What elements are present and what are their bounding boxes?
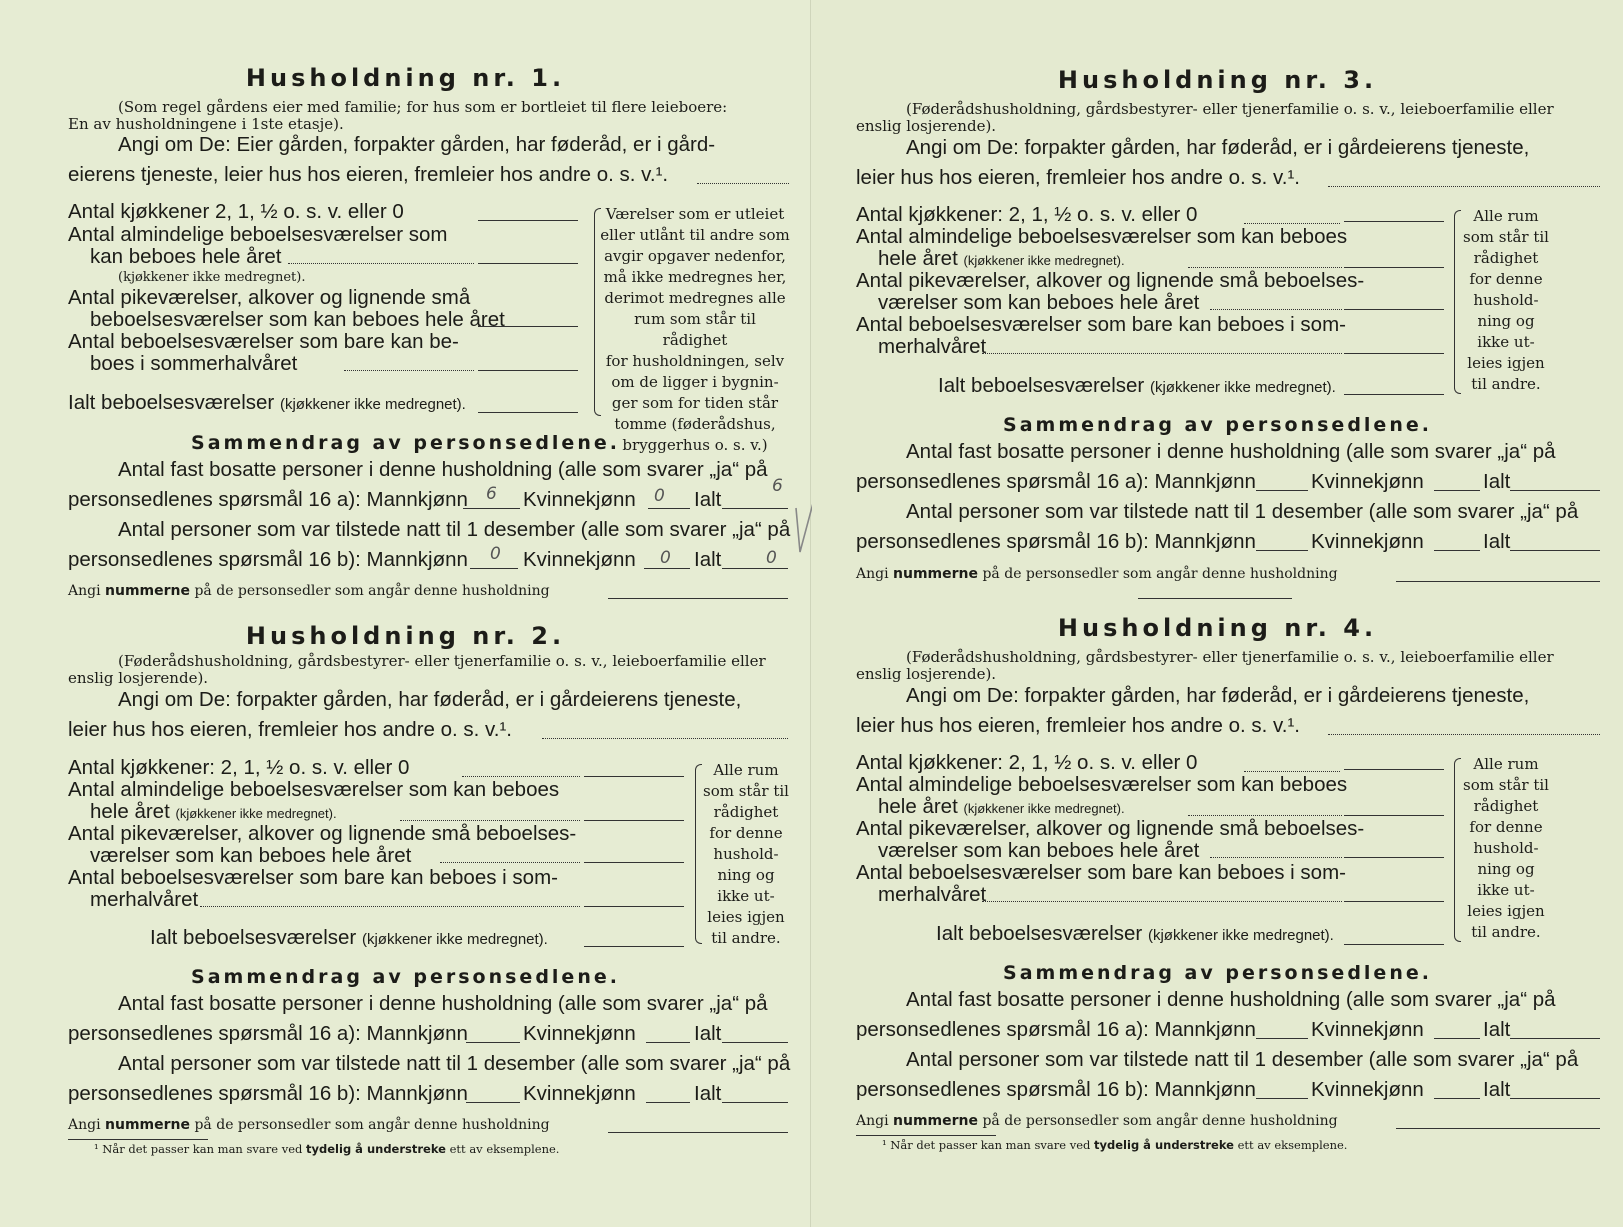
household-4-almindelige-dots: [1188, 815, 1342, 816]
household-4-sommer-dots: [982, 901, 1342, 902]
household-3-ialt-label: [938, 374, 1336, 398]
household-2-pike-label: Antal pikeværelser, alkover og lignende små beboelses-: [68, 822, 577, 845]
side-note-line: ning og: [717, 866, 775, 884]
household-3-ialt-label-main: Ialt beboelsesværelser: [938, 374, 1145, 397]
household-3-sommer-label-2: merhalvåret: [878, 335, 987, 358]
side-note-line: Alle rum: [1473, 755, 1539, 773]
household-1-angi-line2: eierens tjeneste, leier hus hos eieren, fremleier hos andre o. s. v.¹.: [68, 163, 669, 186]
household-3-til-kvinne-label: Kvinnekjønn: [1311, 530, 1424, 553]
household-3-kjokkener-dots: [1244, 223, 1340, 224]
household-4-til-kvinne-label: Kvinnekjønn: [1311, 1078, 1424, 1101]
household-1-til-ialt-field[interactable]: [722, 568, 788, 569]
side-note-line: leies igjen: [1467, 354, 1545, 372]
household-4-til-mann-label: personsedlenes spørsmål 16 b): Mannkjønn: [856, 1078, 1256, 1101]
household-2-til-ialt-field[interactable]: [722, 1102, 788, 1103]
household-3-kjokkener-field[interactable]: [1344, 221, 1444, 222]
footnote: [882, 1138, 1347, 1152]
household-4-almindelige-field[interactable]: [1344, 815, 1444, 816]
household-1-ialt-label: [68, 391, 466, 415]
household-1-pike-field[interactable]: [478, 326, 578, 327]
household-1-sommer-label: Antal beboelsesværelser som bare kan be-: [68, 330, 459, 353]
household-1-ialt-label-main: Ialt beboelsesværelser: [68, 391, 275, 414]
footnote-text-a: Når det passer kan man svare ved: [102, 1142, 303, 1156]
footnote-text-c: ett av eksemplene.: [1237, 1138, 1348, 1152]
household-3-pike-label: Antal pikeværelser, alkover og lignende små beboelses-: [856, 269, 1365, 292]
household-4-fast-kvinne-field[interactable]: [1434, 1038, 1480, 1039]
household-3-almindelige-field[interactable]: [1344, 267, 1444, 268]
household-4-til-ialt-field[interactable]: [1510, 1098, 1600, 1099]
household-1-note-line1: (Som regel gårdens eier med familie; for hus som er bortleiet til flere leieboere:: [118, 98, 728, 116]
household-3-pike-field[interactable]: [1344, 309, 1444, 310]
almindelige-hele: hele året: [878, 795, 958, 818]
household-4-kjokkener-dots: [1244, 771, 1340, 772]
household-1-fast-kvinne-value: 0: [654, 486, 665, 506]
household-1-almindelige-label-2: kan beboes hele året: [90, 245, 282, 268]
nummerne-angi: Angi: [68, 1117, 101, 1133]
household-3-til-kvinne-field[interactable]: [1434, 550, 1480, 551]
household-1-almindelige-note: (kjøkkener ikke medregnet).: [118, 270, 306, 285]
household-3-side-note: [1460, 206, 1552, 395]
household-1-ialt-label-note: (kjøkkener ikke medregnet).: [279, 396, 466, 413]
household-4-ialt-label: [936, 922, 1334, 946]
household-2-fast-mann-label: personsedlenes spørsmål 16 a): Mannkjønn: [68, 1022, 468, 1045]
household-1-kjokkener-field[interactable]: [478, 220, 578, 221]
side-note-line: for denne: [709, 824, 783, 842]
almindelige-hele: hele året: [878, 247, 958, 270]
household-1-fast-kvinne-label: Kvinnekjønn: [523, 488, 636, 511]
household-3-title: Husholdning nr. 3.: [1057, 66, 1378, 94]
household-2-almindelige-field[interactable]: [584, 820, 684, 821]
footnote-text-a: Når det passer kan man svare ved: [890, 1138, 1091, 1152]
household-4-til-mann-field[interactable]: [1256, 1098, 1308, 1099]
household-3-fast-kvinne-field[interactable]: [1434, 490, 1480, 491]
household-4-fast-kvinne-label: Kvinnekjønn: [1311, 1018, 1424, 1041]
household-2-note-line2: enslig losjerende).: [68, 669, 209, 687]
household-2-fast-kvinne-label: Kvinnekjønn: [523, 1022, 636, 1045]
household-3-ialt-field[interactable]: [1344, 394, 1444, 395]
household-1-fast-mann-value: 6: [486, 484, 497, 504]
household-2-pike-field[interactable]: [584, 862, 684, 863]
household-1-nummerne-label: [68, 583, 550, 599]
side-note-line: hushold-: [1473, 839, 1539, 857]
household-1-fast-ialt-value: 6: [772, 476, 783, 496]
household-2-til-mann-label: personsedlenes spørsmål 16 b): Mannkjønn: [68, 1082, 468, 1105]
household-1-til-kvinne-field[interactable]: [644, 568, 690, 569]
household-3-til-mann-label: personsedlenes spørsmål 16 b): Mannkjønn: [856, 530, 1256, 553]
household-3-til-mann-field[interactable]: [1256, 550, 1308, 551]
footnote-text-c: ett av eksemplene.: [449, 1142, 560, 1156]
household-2-almindelige-label: Antal almindelige beboelsesværelser som kan beboes: [68, 778, 560, 801]
almindelige-note: (kjøkkener ikke medregnet).: [175, 806, 337, 821]
household-1-fast-line1: Antal fast bosatte personer i denne husholdning (alle som svarer „ja“ på: [118, 458, 768, 481]
side-note-line: som står til: [1463, 776, 1549, 794]
household-2-til-kvinne-field[interactable]: [646, 1102, 690, 1103]
almindelige-hele: hele året: [90, 800, 170, 823]
household-2-sommer-dots: [200, 906, 580, 907]
household-1-fast-ialt-field[interactable]: [722, 508, 788, 509]
side-note-line: ikke ut-: [717, 887, 775, 905]
side-note-line: rådighet: [1473, 249, 1539, 267]
household-4-fast-line1: Antal fast bosatte personer i denne husholdning (alle som svarer „ja“ på: [906, 988, 1556, 1011]
household-3-angi-line1: Angi om De: forpakter gården, har føderåd, er i gårdeierens tjeneste,: [906, 136, 1530, 159]
household-3-note-line2: enslig losjerende).: [856, 117, 997, 135]
household-4-pike-label: Antal pikeværelser, alkover og lignende små beboelses-: [856, 817, 1365, 840]
household-3-fast-line1: Antal fast bosatte personer i denne husholdning (alle som svarer „ja“ på: [906, 440, 1556, 463]
household-1-ialt-field[interactable]: [478, 412, 578, 413]
household-4-til-kvinne-field[interactable]: [1434, 1098, 1480, 1099]
side-note-line: ning og: [1477, 312, 1535, 330]
footnote-text-b: tydelig å understreke: [306, 1142, 446, 1156]
household-1-summary-title: Sammendrag av personsedlene.: [191, 432, 620, 454]
household-1-sommer-label-2: boes i sommerhalvåret: [90, 352, 298, 375]
household-2-almindelige-dots: [400, 820, 580, 821]
nummerne-word: nummerne: [105, 583, 191, 599]
household-1-til-kvinne-label: Kvinnekjønn: [523, 548, 636, 571]
side-note-line: rådighet: [1473, 797, 1539, 815]
household-1-pike-label-2: beboelsesværelser som kan beboes hele året: [90, 308, 505, 331]
household-1-title: Husholdning nr. 1.: [245, 64, 566, 92]
household-2-angi-field[interactable]: [542, 738, 788, 739]
household-4-ialt-field[interactable]: [1344, 944, 1444, 945]
side-note-line: til andre.: [1471, 923, 1541, 941]
nummerne-word: nummerne: [105, 1117, 191, 1133]
side-note-line: leies igjen: [1467, 902, 1545, 920]
household-1-sommer-field[interactable]: [478, 370, 578, 371]
household-2-til-line1: Antal personer som var tilstede natt til 1 desember (alle som svarer „ja“ på: [118, 1052, 791, 1075]
household-1-til-line1: Antal personer som var tilstede natt til 1 desember (alle som svarer „ja“ på: [118, 518, 791, 541]
household-4-fast-mann-label: personsedlenes spørsmål 16 a): Mannkjønn: [856, 1018, 1256, 1041]
side-note-line: for husholdningen, selv: [605, 352, 785, 370]
household-3-kjokkener-label: Antal kjøkkener: 2, 1, ½ o. s. v. eller 0: [856, 203, 1198, 226]
side-note-line: til andre.: [1471, 375, 1541, 393]
side-note-line: for denne: [1469, 270, 1543, 288]
footnote-mark: ¹: [94, 1142, 99, 1156]
side-note-line: eller utlånt til andre som: [600, 226, 790, 244]
footnote-text-b: tydelig å understreke: [1094, 1138, 1234, 1152]
household-1-kjokkener-label: Antal kjøkkener 2, 1, ½ o. s. v. eller 0: [68, 200, 404, 223]
household-1-almindelige-field[interactable]: [478, 263, 578, 264]
household-3-fast-mann-field[interactable]: [1256, 490, 1308, 491]
side-note-line: om de ligger i bygnin-: [611, 373, 779, 391]
household-2-fast-ialt-label: Ialt: [694, 1022, 722, 1045]
household-2-sommer-field[interactable]: [584, 906, 684, 907]
household-2-fast-kvinne-field[interactable]: [646, 1042, 690, 1043]
household-1-til-mann-value: 0: [490, 544, 501, 564]
household-2-kjokkener-dots: [462, 776, 580, 777]
household-4-almindelige-label: Antal almindelige beboelsesværelser som kan beboes: [856, 773, 1348, 796]
household-2-angi-line1: Angi om De: forpakter gården, har føderåd, er i gårdeierens tjeneste,: [118, 688, 742, 711]
side-note-line: rådighet: [713, 803, 779, 821]
household-2-ialt-label-main: Ialt beboelsesværelser: [150, 926, 357, 949]
household-4-ialt-label-note: (kjøkkener ikke medregnet).: [1147, 927, 1334, 944]
household-3-almindelige-label: Antal almindelige beboelsesværelser som kan beboes: [856, 225, 1348, 248]
footnote: [94, 1142, 559, 1156]
footnote-mark: ¹: [882, 1138, 887, 1152]
household-2-nummerne-label: [68, 1117, 550, 1133]
household-3-fast-kvinne-label: Kvinnekjønn: [1311, 470, 1424, 493]
household-2-kjokkener-label: Antal kjøkkener: 2, 1, ½ o. s. v. eller 0: [68, 756, 410, 779]
household-4-sommer-field[interactable]: [1344, 901, 1444, 902]
household-1-note-line2: En av husholdningene i 1ste etasje).: [68, 115, 344, 133]
side-note-line: rum som står til rådighet: [634, 310, 756, 349]
nummerne-rest: på de personsedler som angår denne husholdning: [194, 583, 550, 599]
household-3-til-ialt-label: Ialt: [1483, 530, 1511, 553]
household-1-almindelige-dots: [288, 263, 474, 264]
household-4-summary-title: Sammendrag av personsedlene.: [1003, 962, 1432, 984]
household-4-sommer-label-2: merhalvåret: [878, 883, 987, 906]
side-note-line: derimot medregnes alle: [604, 289, 786, 307]
side-note-line: leies igjen: [707, 908, 785, 926]
household-3-sommer-dots: [982, 353, 1342, 354]
household-4-angi-line2: leier hus hos eieren, fremleier hos andre o. s. v.¹.: [856, 714, 1300, 737]
side-note-line: hushold-: [1473, 291, 1539, 309]
household-3-angi-field[interactable]: [1328, 186, 1600, 187]
household-1-angi-line1: Angi om De: Eier gården, forpakter gården, har føderåd, er i gård-: [118, 133, 716, 156]
side-note-line: tomme (føderådshus,: [614, 415, 776, 433]
nummerne-word: nummerne: [893, 1113, 979, 1129]
household-4-til-line1: Antal personer som var tilstede natt til 1 desember (alle som svarer „ja“ på: [906, 1048, 1579, 1071]
side-note-line: for denne: [1469, 818, 1543, 836]
household-3-fast-mann-label: personsedlenes spørsmål 16 a): Mannkjønn: [856, 470, 1256, 493]
household-4-fast-ialt-field[interactable]: [1510, 1038, 1600, 1039]
household-2-title: Husholdning nr. 2.: [245, 622, 566, 650]
household-1-nummerne-field[interactable]: [608, 598, 788, 599]
household-3-fast-ialt-field[interactable]: [1510, 490, 1600, 491]
household-1-fast-line2: [68, 488, 468, 512]
household-4-til-ialt-label: Ialt: [1483, 1078, 1511, 1101]
household-4-fast-ialt-label: Ialt: [1483, 1018, 1511, 1041]
household-1-fast-mann-label: personsedlenes spørsmål 16 a): Mannkjønn: [68, 488, 468, 511]
household-1-til-kvinne-value: 0: [660, 548, 671, 568]
household-1-til-ialt-value: 0: [766, 548, 777, 568]
side-note-line: Alle rum: [713, 761, 779, 779]
household-2-note-line1: (Føderådshusholdning, gårdsbestyrer- eller tjenerfamilie o. s. v., leieboerfamilie eller: [118, 652, 766, 670]
side-note-line: hushold-: [713, 845, 779, 863]
household-2-fast-mann-field[interactable]: [466, 1042, 520, 1043]
household-1-til-ialt-label: Ialt: [694, 548, 722, 571]
side-note-line: ikke ut-: [1477, 881, 1535, 899]
household-1-angi-field[interactable]: [697, 183, 789, 184]
household-2-sommer-label: Antal beboelsesværelser som bare kan beboes i som-: [68, 866, 558, 889]
side-note-line: Værelser som er utleiet: [605, 205, 785, 223]
household-4-nummerne-field[interactable]: [1396, 1128, 1600, 1129]
household-4-angi-line1: Angi om De: forpakter gården, har føderåd, er i gårdeierens tjeneste,: [906, 684, 1530, 707]
household-4-nummerne-label: [856, 1113, 1338, 1129]
household-2-ialt-field[interactable]: [584, 946, 684, 947]
household-4-kjokkener-label: Antal kjøkkener: 2, 1, ½ o. s. v. eller 0: [856, 751, 1198, 774]
household-3-til-ialt-field[interactable]: [1510, 550, 1600, 551]
side-note-line: som står til: [703, 782, 789, 800]
household-3-pike-dots: [1210, 309, 1342, 310]
household-2-pike-label-2: værelser som kan beboes hele året: [90, 844, 412, 867]
household-4-kjokkener-field[interactable]: [1344, 769, 1444, 770]
household-4-sommer-label: Antal beboelsesværelser som bare kan beboes i som-: [856, 861, 1346, 884]
household-2-til-kvinne-label: Kvinnekjønn: [523, 1082, 636, 1105]
nummerne-angi: Angi: [856, 566, 889, 582]
household-4-side-note: [1460, 754, 1552, 943]
household-separator: [1138, 598, 1292, 599]
household-4-almindelige-label-2: [878, 795, 1125, 819]
side-note-line: ger som for tiden står: [611, 394, 779, 412]
household-4-fast-mann-field[interactable]: [1256, 1038, 1308, 1039]
household-2-nummerne-field[interactable]: [608, 1132, 788, 1133]
footnote-separator: [68, 1139, 208, 1140]
household-2-fast-ialt-field[interactable]: [722, 1042, 788, 1043]
household-3-summary-title: Sammendrag av personsedlene.: [1003, 414, 1432, 436]
side-note-line: må ikke medregnes her,: [603, 268, 787, 286]
household-1-side-note: [600, 204, 790, 456]
household-1-fast-kvinne-field[interactable]: [648, 508, 690, 509]
household-2-sommer-label-2: merhalvåret: [90, 888, 199, 911]
nummerne-rest: på de personsedler som angår denne husholdning: [194, 1117, 550, 1133]
household-2-til-ialt-label: Ialt: [694, 1082, 722, 1105]
household-2-ialt-label-note: (kjøkkener ikke medregnet).: [361, 931, 548, 948]
household-4-ialt-label-main: Ialt beboelsesværelser: [936, 922, 1143, 945]
household-4-pike-dots: [1210, 857, 1342, 858]
side-note-line: Alle rum: [1473, 207, 1539, 225]
household-3-fast-ialt-label: Ialt: [1483, 470, 1511, 493]
household-1-til-mann-field[interactable]: [470, 568, 518, 569]
household-4-pike-label-2: værelser som kan beboes hele året: [878, 839, 1200, 862]
side-note-line: bryggerhus o. s. v.): [622, 436, 768, 454]
right-page: [812, 0, 1623, 1227]
household-3-pike-label-2: værelser som kan beboes hele året: [878, 291, 1200, 314]
household-2-kjokkener-field[interactable]: [584, 776, 684, 777]
household-2-side-note: [700, 760, 792, 949]
household-1-almindelige-label: Antal almindelige beboelsesværelser som: [68, 223, 448, 246]
household-1-til-mann-label: personsedlenes spørsmål 16 b): Mannkjønn: [68, 548, 468, 571]
nummerne-rest: på de personsedler som angår denne husholdning: [982, 566, 1338, 582]
household-4-note-line1: (Føderådshusholdning, gårdsbestyrer- eller tjenerfamilie o. s. v., leieboerfamilie eller: [906, 648, 1554, 666]
household-2-ialt-label: [150, 926, 548, 950]
left-page: [0, 0, 811, 1227]
nummerne-angi: Angi: [68, 583, 101, 599]
household-3-nummerne-label: [856, 566, 1338, 582]
household-2-almindelige-label-2: [90, 800, 337, 824]
side-note-line: til andre.: [711, 929, 781, 947]
household-3-sommer-label: Antal beboelsesværelser som bare kan beboes i som-: [856, 313, 1346, 336]
household-2-angi-line2: leier hus hos eieren, fremleier hos andre o. s. v.¹.: [68, 718, 512, 741]
household-1-sommer-dots: [344, 370, 474, 371]
side-note-line: ikke ut-: [1477, 333, 1535, 351]
household-3-ialt-label-note: (kjøkkener ikke medregnet).: [1149, 379, 1336, 396]
household-3-sommer-field[interactable]: [1344, 353, 1444, 354]
household-3-nummerne-field[interactable]: [1396, 581, 1600, 582]
household-4-title: Husholdning nr. 4.: [1057, 614, 1378, 642]
household-2-pike-dots: [440, 862, 580, 863]
household-4-angi-field[interactable]: [1328, 734, 1600, 735]
footnote-separator: [856, 1135, 996, 1136]
household-2-summary-title: Sammendrag av personsedlene.: [191, 966, 620, 988]
household-2-til-mann-field[interactable]: [466, 1102, 520, 1103]
household-3-almindelige-label-2: [878, 247, 1125, 271]
nummerne-word: nummerne: [893, 566, 979, 582]
side-note-line: som står til: [1463, 228, 1549, 246]
side-note-line: avgir opgaver nedenfor,: [604, 247, 786, 265]
household-3-til-line1: Antal personer som var tilstede natt til 1 desember (alle som svarer „ja“ på: [906, 500, 1579, 523]
nummerne-rest: på de personsedler som angår denne husholdning: [982, 1113, 1338, 1129]
household-3-almindelige-dots: [1188, 267, 1342, 268]
household-1-pike-label: Antal pikeværelser, alkover og lignende små: [68, 286, 471, 309]
household-3-note-line1: (Føderådshusholdning, gårdsbestyrer- eller tjenerfamilie o. s. v., leieboerfamilie eller: [906, 100, 1554, 118]
household-3-angi-line2: leier hus hos eieren, fremleier hos andre o. s. v.¹.: [856, 166, 1300, 189]
household-4-note-line2: enslig losjerende).: [856, 665, 997, 683]
household-1-fast-ialt-label: Ialt: [694, 488, 722, 511]
almindelige-note: (kjøkkener ikke medregnet).: [963, 801, 1125, 816]
almindelige-note: (kjøkkener ikke medregnet).: [963, 253, 1125, 268]
household-1-fast-mann-field[interactable]: [463, 508, 520, 509]
nummerne-angi: Angi: [856, 1113, 889, 1129]
household-4-pike-field[interactable]: [1344, 857, 1444, 858]
side-note-line: ning og: [1477, 860, 1535, 878]
household-2-fast-line1: Antal fast bosatte personer i denne husholdning (alle som svarer „ja“ på: [118, 992, 768, 1015]
